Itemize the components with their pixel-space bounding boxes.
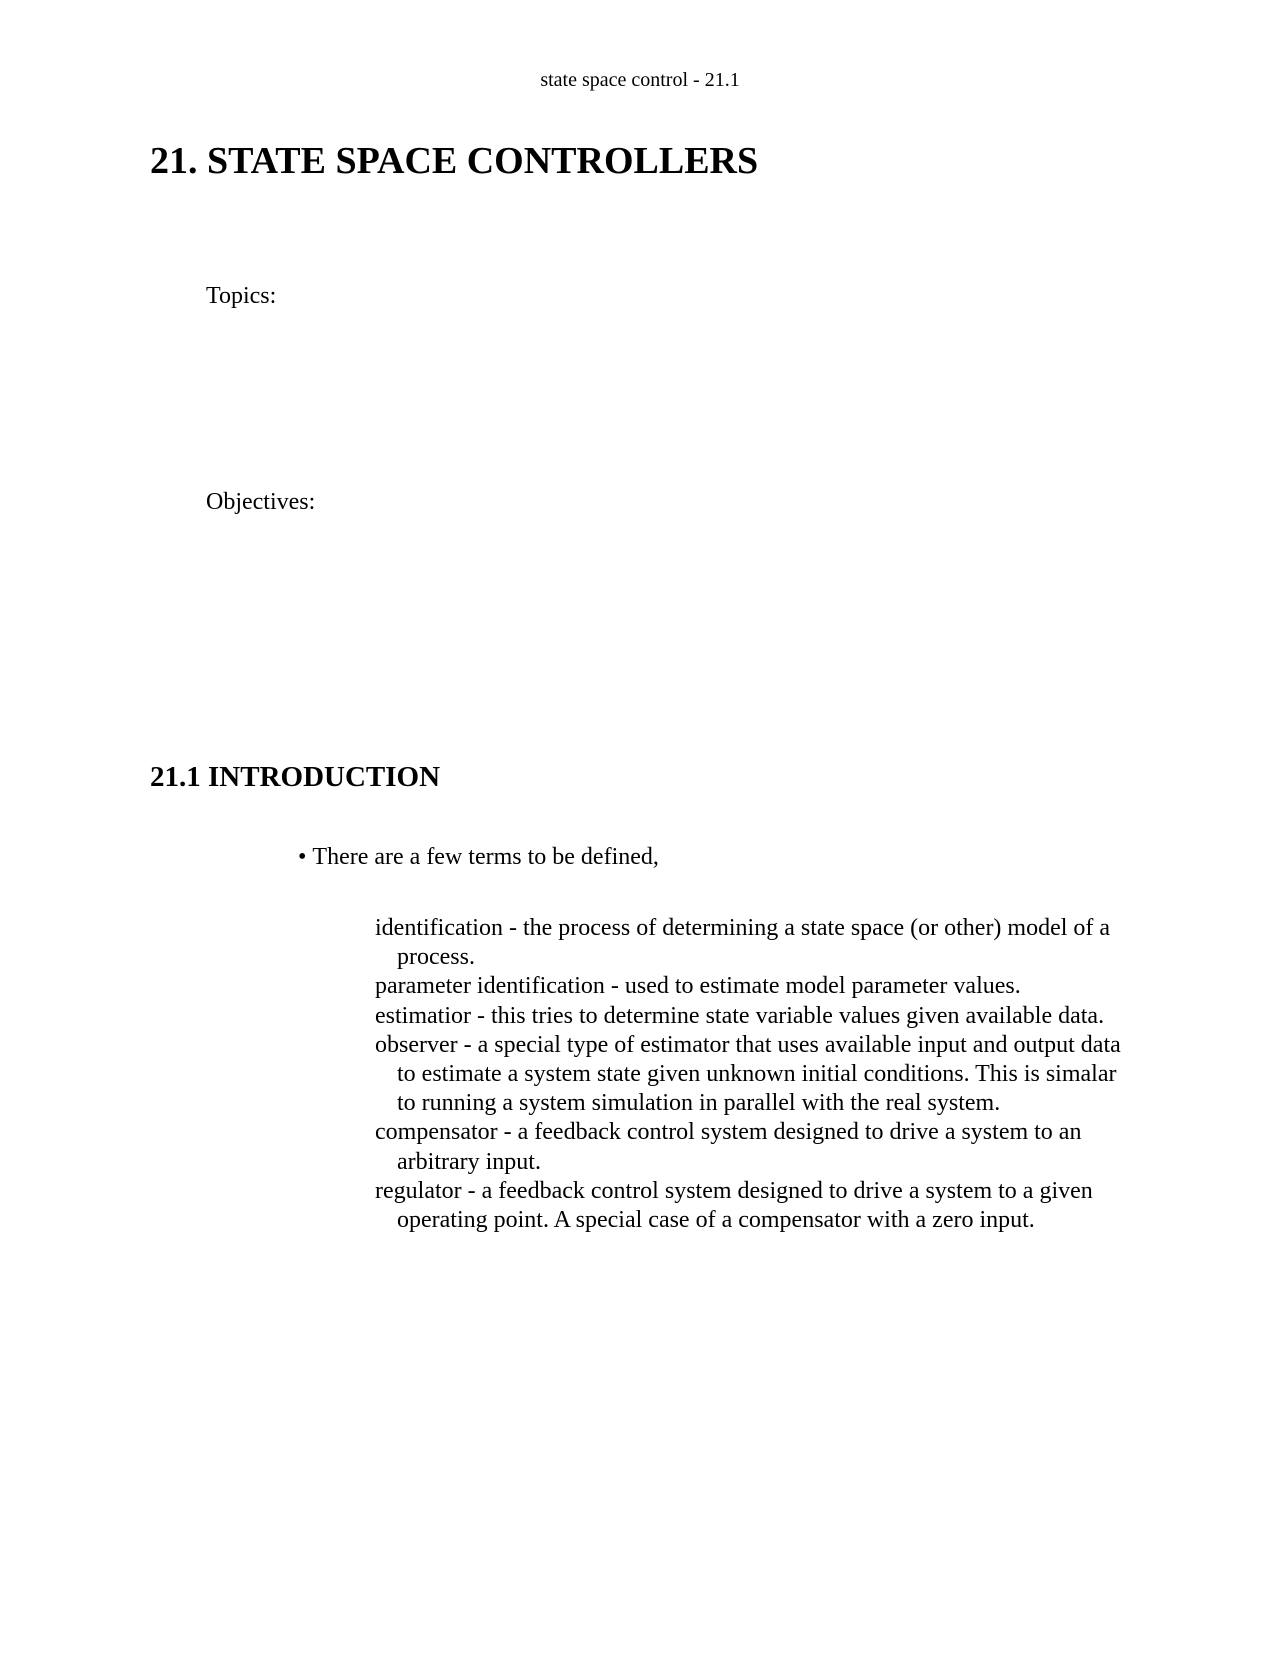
definition-regulator: regulator - a feedback control system designed to drive a system to a given operating point. A special case of a compensator with a zero input. <box>375 1177 1093 1234</box>
definitions-list <box>375 914 1135 1235</box>
bullet-icon: • <box>298 844 307 870</box>
bullet-text: There are a few terms to be defined, <box>312 844 659 870</box>
definition-identification: identification - the process of determining a state space (or other) model of a process. <box>375 915 1111 971</box>
topics-label: Topics: <box>206 283 277 309</box>
section-heading: 21.1 INTRODUCTION <box>150 761 441 793</box>
definition-compensator: compensator - a feedback control system designed to drive a system to an arbitrary input. <box>375 1119 1082 1175</box>
bullet-item <box>298 843 659 871</box>
definition-estimatior: estimatior - this tries to determine state variable values given available data. <box>375 1002 1105 1029</box>
definition-observer: observer - a special type of estimator that uses available input and output data to estimate a system state given unknown initial conditions. This is simalar to running a system simulation in parallel with the real system. <box>375 1031 1121 1117</box>
definition-parameter-identification: parameter identification - used to estimate model parameter values. <box>375 973 1021 1000</box>
running-header: state space control - 21.1 <box>540 69 740 91</box>
chapter-title: 21. STATE SPACE CONTROLLERS <box>150 140 759 182</box>
objectives-label: Objectives: <box>206 489 316 515</box>
